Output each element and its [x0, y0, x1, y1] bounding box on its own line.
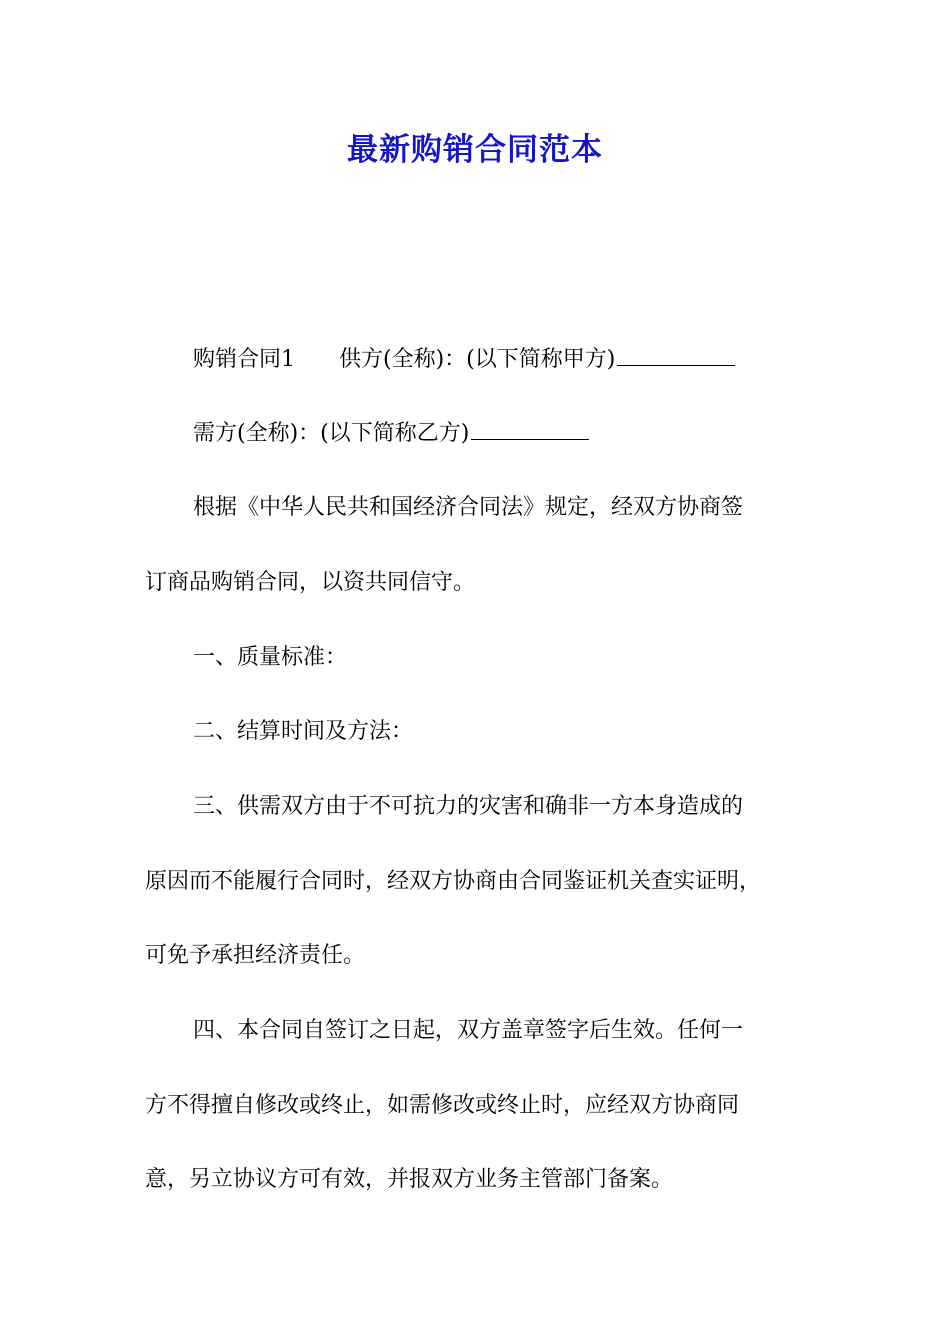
supplier-blank — [617, 345, 735, 366]
section-settlement: 二、结算时间及方法： — [193, 719, 414, 744]
paragraph-line-4: 订商品购销合同，以资共同信守。 — [145, 570, 476, 595]
buyer-blank — [471, 419, 589, 440]
section-quality: 一、质量标准： — [193, 645, 348, 670]
contract-heading: 购销合同1 — [193, 347, 295, 372]
supplier-label: 供方(全称)：(以下简称甲方) — [339, 347, 616, 372]
paragraph-line-10: 四、本合同自签订之日起，双方盖章签字后生效。任何一 — [193, 1018, 744, 1043]
buyer-label: 需方(全称)：(以下简称乙方) — [193, 421, 470, 446]
paragraph-line-8: 原因而不能履行合同时，经双方协商由合同鉴证机关查实证明， — [145, 869, 762, 894]
paragraph-line-11: 方不得擅自修改或终止，如需修改或终止时，应经双方协商同 — [145, 1093, 740, 1118]
document-title: 最新购销合同范本 — [347, 132, 603, 168]
paragraph-line-2 — [193, 417, 833, 451]
paragraph-line-3: 根据《中华人民共和国经济合同法》规定，经双方协商签 — [193, 495, 744, 520]
paragraph-line-12: 意，另立协议方可有效，并报双方业务主管部门备案。 — [145, 1167, 674, 1192]
paragraph-line-7: 三、供需双方由于不可抗力的灾害和确非一方本身造成的 — [193, 794, 744, 819]
paragraph-line-1 — [193, 343, 833, 377]
paragraph-line-9: 可免予承担经济责任。 — [145, 943, 366, 968]
